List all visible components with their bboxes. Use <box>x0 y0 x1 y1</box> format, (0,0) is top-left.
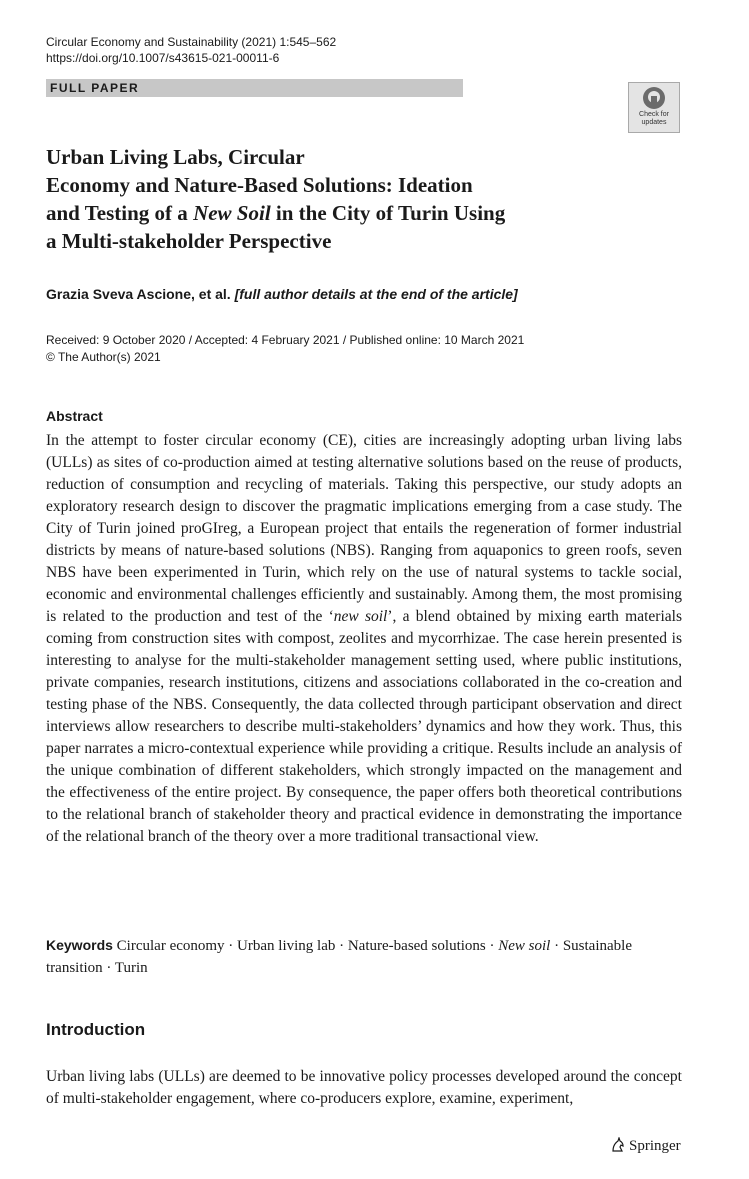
title-line-3-start: and Testing of a <box>46 201 194 225</box>
keywords-label: Keywords <box>46 937 113 953</box>
abstract-italic-term: new soil <box>333 608 388 625</box>
abstract-text-part2: ’, a blend obtained by mixing earth materials coming from construction sites with compost, zeolites and mycorrhizae. The case herein presented is interesting to analyse for the multi-stakeholder management setting used, where public institutions, private companies, research institutions, citizens and associations collaborated in the co-creation and testing phase of the NBS. Consequently, the data collected through participant observation and direct interviews allow researchers to describe multi-stakeholders’ dynamics and how they work. Thus, this paper narrates a micro-contextual experience while providing a critique. Results include an analysis of the unique combination of different stakeholders, which strongly impacted on the management and the effectiveness of the entire project. By consequence, the paper offers both theoretical contributions to the relational branch of stakeholder theory and practical evidence in demonstrating the importance of the relational branch of the theory over a more traditional transactional view. <box>46 608 682 845</box>
introduction-heading: Introduction <box>46 1020 146 1039</box>
title-italic-term: New Soil <box>193 201 271 225</box>
author-names[interactable]: Grazia Sveva Ascione, et al. <box>46 286 231 302</box>
title-line-4: a Multi-stakeholder Perspective <box>46 229 332 253</box>
doi-link[interactable]: https://doi.org/10.1007/s43615-021-00011-6 <box>46 51 280 65</box>
abstract-text <box>46 430 682 848</box>
check-updates-line1: Check for <box>639 111 669 118</box>
abstract-heading: Abstract <box>46 408 103 424</box>
keywords-list-end: · Sustainable transition · Turin <box>46 938 632 976</box>
title-line-3-end: in the City of Turin Using <box>270 201 506 225</box>
article-title <box>46 143 606 255</box>
keywords <box>46 934 686 979</box>
author-line <box>46 284 518 304</box>
journal-citation: Circular Economy and Sustainability (2021) 1:545–562 <box>46 35 337 49</box>
title-line-1: Urban Living Labs, Circular <box>46 145 305 169</box>
check-updates-line2: updates <box>641 119 667 126</box>
check-updates-icon <box>642 86 666 110</box>
publisher-name: Springer <box>629 1138 681 1154</box>
springer-horse-icon <box>610 1137 626 1153</box>
author-details-note: [full author details at the end of the article] <box>234 286 518 302</box>
article-type-banner: FULL PAPER <box>46 79 463 97</box>
title-line-2: Economy and Nature-Based Solutions: Ideation <box>46 173 473 197</box>
check-for-updates-badge[interactable] <box>628 82 680 133</box>
copyright-notice: © The Author(s) 2021 <box>46 350 161 364</box>
introduction-text: Urban living labs (ULLs) are deemed to be innovative policy processes developed around the concept of multi-stakeholder engagement, where co-producers explore, examine, experiment, <box>46 1068 682 1107</box>
publication-dates: Received: 9 October 2020 / Accepted: 4 February 2021 / Published online: 10 March 2021 <box>46 333 525 347</box>
publisher-logo <box>610 1135 681 1157</box>
abstract-text-part1: In the attempt to foster circular economy (CE), cities are increasingly adopting urban living labs (ULLs) as sites of co-production aimed at testing alternative solutions based on the reuse of products, reduction of consumption and recycling of materials. Taking this perspective, our study adopts an exploratory research design to discover the pragmatic implications emerging from a case study. The City of Turin joined proGIreg, a European project that entails the regeneration of former industrial districts by means of nature-based solutions (NBS). Ranging from aquaponics to green roofs, seven NBS have been experimented in Turin, which rely on the use of natural systems to tackle social, economic and environmental challenges efficiently and sustainably. Among them, the most promising is related to the production and test of the ‘ <box>46 432 682 625</box>
keywords-italic-term: New soil <box>498 938 551 954</box>
keywords-list-start: Circular economy · Urban living lab · Nature-based solutions · <box>116 938 499 954</box>
